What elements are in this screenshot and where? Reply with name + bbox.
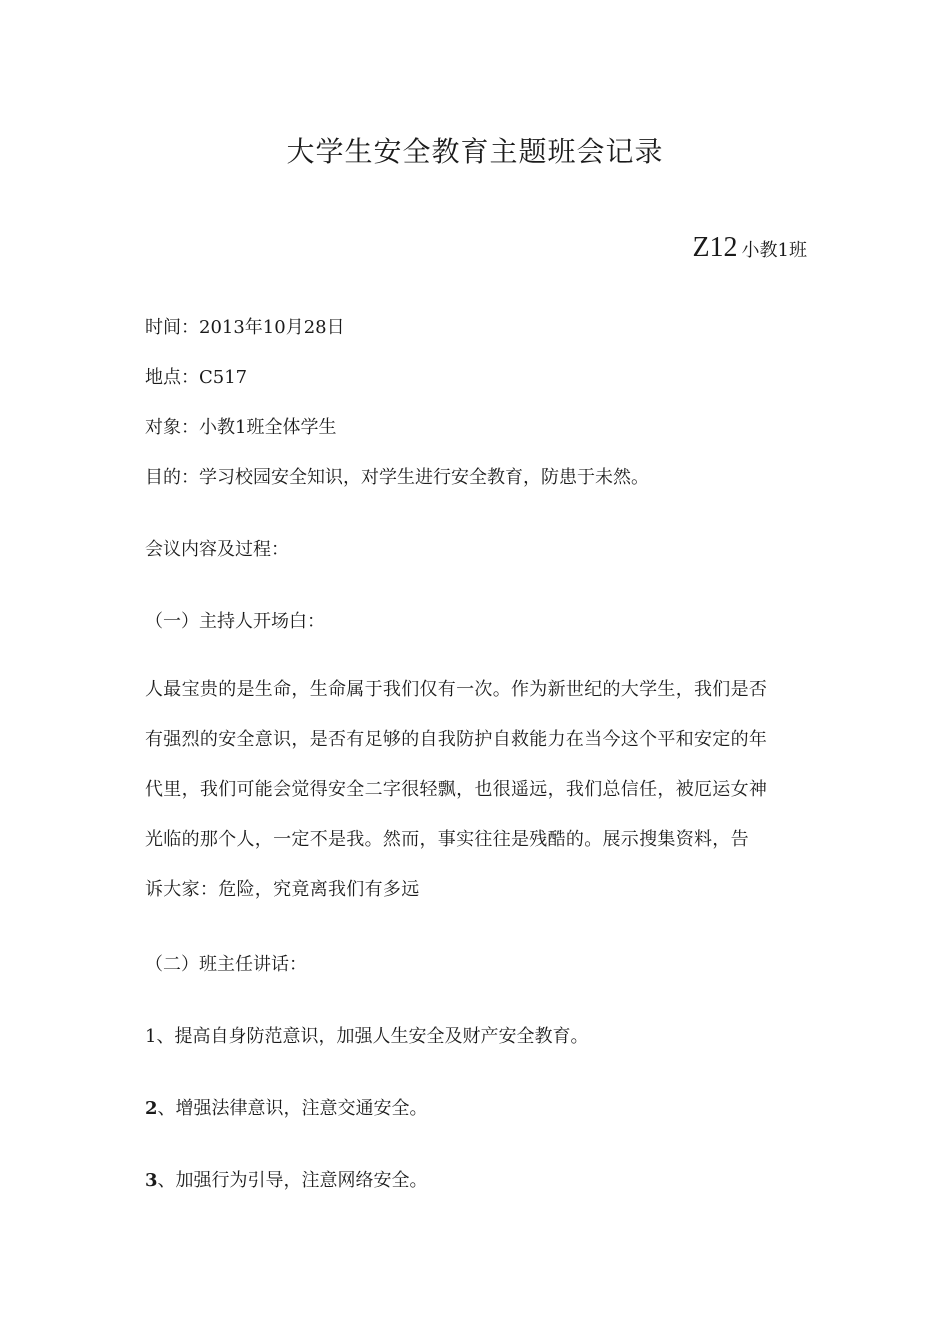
info-audience: 对象：小教1班全体学生 [145, 417, 337, 438]
info-time: 时间：2013年10月28日 [145, 317, 345, 338]
class-code: Z12 [692, 232, 738, 263]
section2-heading: （二）班主任讲话： [145, 954, 307, 975]
list-item-text: 、加强行为引导，注意网络安全。 [157, 1170, 428, 1191]
list-item [145, 1022, 588, 1048]
section1-paragraph [145, 665, 810, 915]
paragraph-line: 光临的那个人，一定不是我。然而，事实往往是残酷的。展示搜集资料，告 [145, 829, 749, 850]
paragraph-line: 有强烈的安全意识，是否有足够的自我防护自救能力在当今这个平和安定的年 [145, 729, 768, 750]
list-item [145, 1094, 428, 1120]
paragraph-line: 人最宝贵的是生命，生命属于我们仅有一次。作为新世纪的大学生，我们是否 [145, 679, 768, 700]
list-item-number: 3 [145, 1170, 158, 1191]
list-item [145, 1166, 428, 1192]
section1-heading: （一）主持人开场白： [145, 611, 325, 632]
class-name: 小教1班 [741, 240, 807, 261]
info-place: 地点：C517 [145, 367, 248, 388]
list-item-text: 、增强法律意识，注意交通安全。 [157, 1098, 428, 1119]
document-title: 大学生安全教育主题班会记录 [286, 135, 664, 168]
class-label [692, 232, 807, 264]
paragraph-line: 代里，我们可能会觉得安全二字很轻飘，也很遥远，我们总信任，被厄运女神 [145, 779, 768, 800]
list-item-number: 1 [145, 1026, 157, 1047]
list-item-text: 、提高自身防范意识，加强人生安全及财产安全教育。 [156, 1026, 589, 1047]
process-heading: 会议内容及过程： [145, 539, 289, 560]
info-purpose: 目的：学习校园安全知识，对学生进行安全教育，防患于未然。 [145, 467, 649, 488]
paragraph-line: 诉大家：危险，究竟离我们有多远 [145, 879, 420, 900]
list-item-number: 2 [145, 1098, 158, 1119]
